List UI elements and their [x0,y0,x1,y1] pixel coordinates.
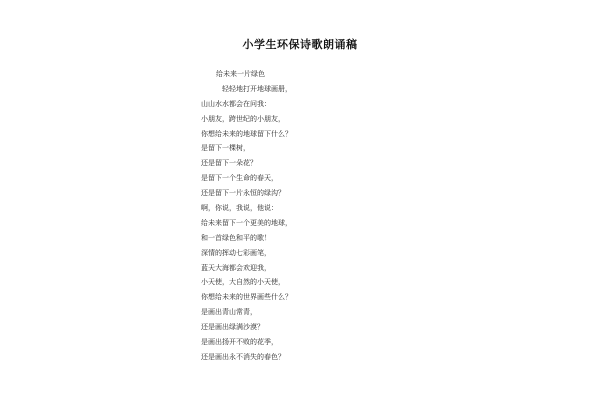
poem-line: 是留下一个生命的春天， [201,174,278,183]
poem-line: 小天使，大自然的小天使， [201,278,285,287]
poem-line: 啊，你说，我说，他说： [201,204,278,213]
poem-line: 你想给未来的世界画些什么？ [201,293,292,302]
poem-line: 蓝天大海都会欢迎我， [201,263,271,272]
poem-line: 还是画出绿满沙漠？ [201,323,264,332]
poem-line: 还是画出永不消失的春色？ [201,352,285,361]
poem-line: 给未来一片绿色 [216,70,265,78]
poem-line: 是画出扬开不败的花季， [201,338,278,347]
poem-line: 和一首绿色和平的歌！ [201,233,271,242]
poem-line: 小朋友，跨世纪的小朋友， [201,114,285,123]
poem-line: 给未来留下一个更美的地球， [201,218,292,227]
poem-line: 山山水水都会在问我： [201,99,271,108]
poem-line: 是画出青山常青， [201,308,257,317]
poem-line: 还是留下一朵花？ [201,159,257,168]
document-title: 小学生环保诗歌朗诵稿 [242,38,358,51]
poem-body [201,67,292,365]
poem-line: 你想给未来的地球留下什么？ [201,129,292,138]
poem-line: 深情的挥动七彩画笔， [201,248,271,257]
poem-line: 是留下一棵树， [201,144,250,153]
poem-line: 轻轻地打开地球画册， [222,84,292,93]
poem-line: 还是留下一片永恒的绿沟？ [201,189,285,198]
